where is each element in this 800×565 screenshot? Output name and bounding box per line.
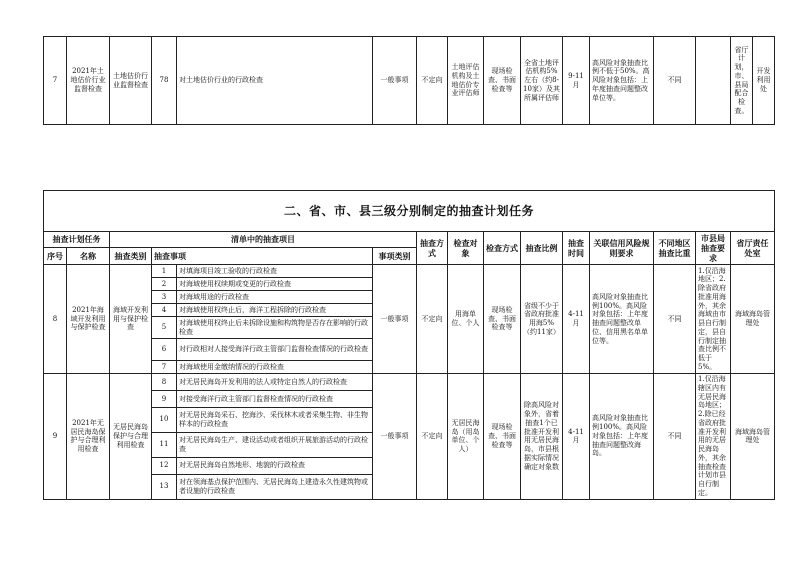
ratio-cell: 全省土地评估机构5%左右（约8-10家）及其所属评估师 bbox=[521, 37, 563, 125]
main-task-table bbox=[43, 190, 775, 500]
item-cell: 对海域使用权续期或变更的行政检查 bbox=[177, 278, 373, 291]
seq-cell: 7 bbox=[44, 37, 67, 125]
way-cell: 现场检查、书面检查等 bbox=[484, 265, 521, 374]
seq-cell: 8 bbox=[44, 265, 67, 374]
county-cell: 1.仅沿海地区；2.除省政府批准用海外，其余海域由市县自行制定，县自行制定抽查比例不低于5%。 bbox=[696, 265, 731, 374]
risk-cell: 高风险对象抽查比例100%。高风险对象包括：上年度抽查问题整改海岛。 bbox=[590, 374, 654, 500]
table-row bbox=[44, 37, 775, 125]
method-cell: 不定向 bbox=[417, 265, 448, 374]
item-cell: 对无居民海岛开发利用的法人或特定自然人的行政检查 bbox=[177, 374, 373, 391]
dept-cell: 开发利用处 bbox=[753, 37, 775, 125]
item-cell: 对海域使用金缴纳情况的行政检查 bbox=[177, 361, 373, 374]
header-way: 检查方式 bbox=[484, 232, 521, 265]
task-name-cell: 2021年土地估价行业监督检查 bbox=[67, 37, 110, 125]
county-cell: 1.仅沿海辖区内有无居民海岛地区；2.除已经省政府批准开发利用的无居民海岛外，其余抽查检查计划市县自行制定。 bbox=[696, 374, 731, 500]
way-cell: 现场检查、书面检查等 bbox=[484, 374, 521, 500]
item-no-cell: 10 bbox=[152, 407, 177, 432]
dept-cell: 海域海岛管理处 bbox=[731, 265, 775, 374]
regional-cell: 不同 bbox=[654, 265, 696, 374]
risk-cell: 高风险对象抽查比例100%。高风险对象包括：上年度抽查问题整改单位、信用黑名单单位等。 bbox=[590, 265, 654, 374]
item-cell: 对接受海洋行政主管部门监督检查情况的行政检查 bbox=[177, 390, 373, 407]
item-cell: 对行政相对人接受海洋行政主管部门监督检查情况的行政检查 bbox=[177, 339, 373, 361]
target-cell: 用海单位、个人 bbox=[448, 265, 484, 374]
item-no-cell: 78 bbox=[152, 37, 177, 125]
county-cell bbox=[696, 37, 731, 125]
way-cell: 现场检查、书面检查等 bbox=[484, 37, 521, 125]
section-title: 二、省、市、县三级分别制定的抽查计划任务 bbox=[44, 191, 775, 232]
ratio-cell: 省级不少于省政府批准用海5%（约11家） bbox=[521, 265, 563, 374]
item-no-cell: 11 bbox=[152, 432, 177, 457]
table-row bbox=[44, 374, 775, 391]
header-list: 清单中的抽查项目 bbox=[110, 232, 417, 248]
header-ratio: 抽查比例 bbox=[521, 232, 563, 265]
item-cell: 对无居民海岛自然地形、地貌的行政检查 bbox=[177, 457, 373, 474]
regional-cell: 不同 bbox=[654, 374, 696, 500]
item-no-cell: 12 bbox=[152, 457, 177, 474]
category-cell: 海域开发利用与保护检查 bbox=[110, 265, 152, 374]
method-cell: 不定向 bbox=[417, 374, 448, 500]
item-cell: 对无居民海岛采石、挖海沙、采伐林木或者采集生物、非生物样本的行政检查 bbox=[177, 407, 373, 432]
item-cell: 对土地估价行业的行政检查 bbox=[177, 37, 373, 125]
header-dept: 省厅责任处室 bbox=[731, 232, 775, 265]
header-task: 抽查计划任务 bbox=[44, 232, 110, 248]
header-seq: 序号 bbox=[44, 247, 67, 264]
task-name-cell: 2021年无居民海岛保护与合理利用检查 bbox=[67, 374, 110, 500]
risk-cell: 高风险对象抽查比例不低于50%。高风险对象包括：上年度抽查问题整改单位等。 bbox=[590, 37, 654, 125]
table-row bbox=[44, 265, 775, 278]
method-cell: 不定向 bbox=[417, 37, 448, 125]
header-name: 名称 bbox=[67, 247, 110, 264]
header-item: 抽查事项 bbox=[152, 247, 373, 264]
item-no-cell: 9 bbox=[152, 390, 177, 407]
item-no-cell: 7 bbox=[152, 361, 177, 374]
dept-cell: 海域海岛管理处 bbox=[731, 374, 775, 500]
item-cell: 对海域使用权终止后未拆除设施和构筑物是否存在影响的行政检查 bbox=[177, 317, 373, 339]
top-task-table bbox=[43, 36, 775, 125]
header-regional: 不同地区抽查比重 bbox=[654, 232, 696, 265]
time-cell: 9-11月 bbox=[563, 37, 590, 125]
item-cell: 对填海项目竣工验收的行政检查 bbox=[177, 265, 373, 278]
item-no-cell: 6 bbox=[152, 339, 177, 361]
time-cell: 4-11月 bbox=[563, 265, 590, 374]
target-cell: 土地评估机构及土地估价专业评估师 bbox=[448, 37, 484, 125]
header-county: 市县局抽查要求 bbox=[696, 232, 731, 265]
header-item-type: 事项类别 bbox=[373, 247, 417, 264]
item-no-cell: 13 bbox=[152, 474, 177, 499]
item-type-cell: 一般事项 bbox=[373, 265, 417, 374]
item-cell: 对无居民海岛生产、建设活动或者组织开展旅游活动的行政检查 bbox=[177, 432, 373, 457]
category-cell: 无居民海岛保护与合理利用检查 bbox=[110, 374, 152, 500]
item-no-cell: 2 bbox=[152, 278, 177, 291]
header-target: 检查对象 bbox=[448, 232, 484, 265]
item-type-cell: 一般事项 bbox=[373, 37, 417, 125]
item-no-cell: 3 bbox=[152, 291, 177, 304]
header-time: 抽查时间 bbox=[563, 232, 590, 265]
task-name-cell: 2021年海域开发利用与保护检查 bbox=[67, 265, 110, 374]
header-category: 抽查类别 bbox=[110, 247, 152, 264]
item-no-cell: 8 bbox=[152, 374, 177, 391]
seq-cell: 9 bbox=[44, 374, 67, 500]
item-no-cell: 5 bbox=[152, 317, 177, 339]
item-type-cell: 一般事项 bbox=[373, 374, 417, 500]
time-cell: 4-11月 bbox=[563, 374, 590, 500]
target-cell: 无居民海岛（用岛单位、个人） bbox=[448, 374, 484, 500]
item-cell: 对在领海基点保护范围内、无居民海岛上建造永久性建筑物或者设施的行政检查 bbox=[177, 474, 373, 499]
office-cell: 省厅计划，市、县局配合检查。 bbox=[731, 37, 753, 125]
item-no-cell: 4 bbox=[152, 304, 177, 317]
regional-cell: 不同 bbox=[654, 37, 696, 125]
category-cell: 土地估价行业监督检查 bbox=[110, 37, 152, 125]
item-cell: 对海域用途的行政检查 bbox=[177, 291, 373, 304]
item-no-cell: 1 bbox=[152, 265, 177, 278]
header-method: 抽查方式 bbox=[417, 232, 448, 265]
header-row bbox=[44, 232, 775, 248]
ratio-cell: 除高风险对象外，省着抽查1个已批准开发利用无居民海岛，市县根据实际情况确定对象数 bbox=[521, 374, 563, 500]
item-cell: 对海域使用权终止后，海洋工程拆除的行政检查 bbox=[177, 304, 373, 317]
header-risk: 关联信用风险规则要求 bbox=[590, 232, 654, 265]
